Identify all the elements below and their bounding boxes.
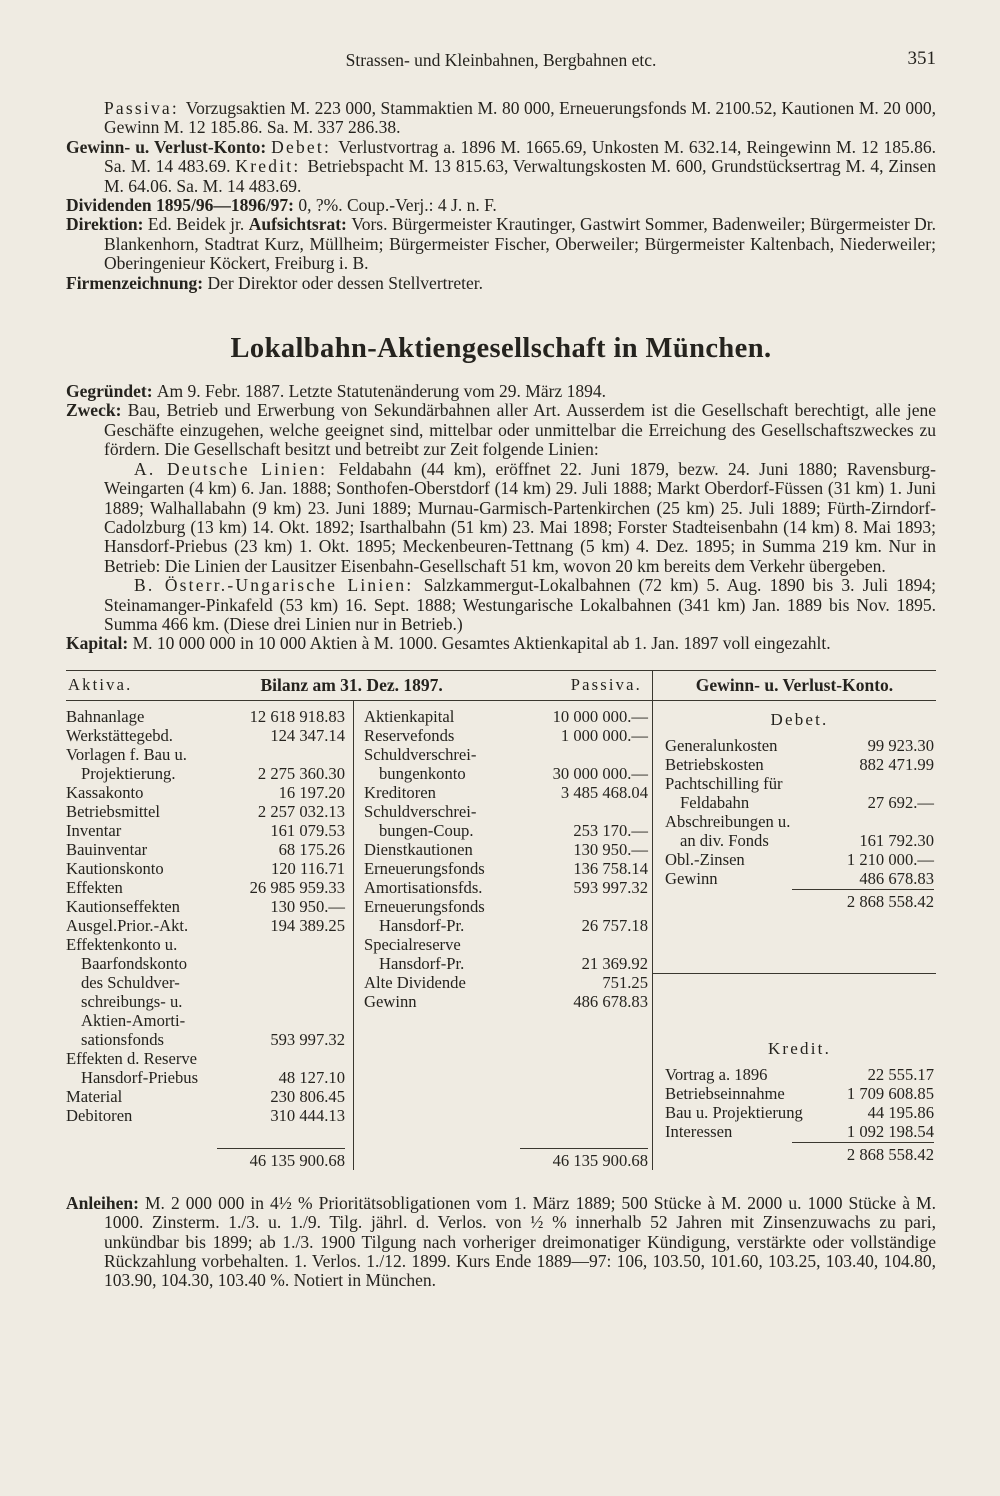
row-label (665, 869, 718, 888)
row-label-line: Projektierung. (81, 763, 176, 783)
row-label-line: schreibungs- u. (81, 991, 183, 1011)
passiva-total-row (364, 1148, 648, 1170)
aktiva-rows (66, 707, 345, 1125)
row-label-line: Erneuerungsfonds (364, 896, 485, 916)
row-label (364, 859, 485, 878)
paragraph (66, 401, 936, 459)
table-row (665, 869, 934, 888)
table-row (364, 859, 648, 878)
paragraph (66, 99, 936, 138)
table-row (364, 802, 648, 840)
row-value: 22 555.17 (867, 1064, 934, 1084)
passiva-total: 46 135 900.68 (520, 1148, 648, 1170)
row-label (364, 802, 476, 840)
debet-rows (665, 736, 934, 888)
row-value: 161 792.30 (859, 830, 934, 850)
row-label-line: Alte Dividende (364, 972, 466, 992)
row-value: 120 116.71 (270, 858, 345, 878)
row-value: 99 923.30 (867, 735, 934, 755)
table-row (66, 726, 345, 745)
text-run: Der Direktor oder dessen Stellvertreter. (207, 272, 483, 293)
row-value: 27 692.— (867, 792, 934, 812)
table-row (66, 821, 345, 840)
table-row (66, 783, 345, 802)
row-label (66, 1049, 198, 1087)
row-label-line: Reservefonds (364, 725, 455, 745)
row-label (665, 1122, 732, 1141)
row-label-line: Dienstkautionen (364, 839, 473, 859)
row-label-line: Pachtschilling für (665, 773, 783, 793)
row-label-line: Gewinn (364, 991, 417, 1011)
text-run: Betriebspacht M. 13 815.63, Verwaltungskosten M. 600, Grundstücksertrag M. 4, Zinsen M. 64.06. Sa. M. 14 483.69. (104, 156, 936, 196)
row-label (364, 783, 436, 802)
row-label-line: Effektenkonto u. (66, 934, 178, 954)
row-label-line: bungen-Coup. (379, 820, 474, 840)
row-label-line: Kreditoren (364, 782, 436, 802)
table-row (665, 736, 934, 755)
row-label-line: Ausgel.Prior.-Akt. (66, 915, 189, 935)
row-value: 12 618 918.83 (249, 706, 345, 726)
row-label (66, 726, 173, 745)
text-run: M. 2 000 000 in 4½ % Prioritätsobligationen vom 1. März 1889; 500 Stücke à M. 2000 u. 1000 Stücke à M. 1000. Zinsterm. 1./3. u. 1./9. Tilg. jährl. d. Verlos. von ½ % innerhalb 52 Jahren mit Zinsenzuwachs zu pari, unkündbar bis 1899; ab 1./3. 1900 Tilgung nach vorheriger dreimonatiger Kündigung, verstärkte oder vollständige Rückzahlung vorbehalten. 1. Verlos. 1./12. 1899. Kurs Ende 1889—97: 106, 103.50, 101.60, 103.25, 103.40, 104.80, 103.90, 104.30, 103.40 %. Notiert in München. (104, 1192, 936, 1291)
table-row (665, 1084, 934, 1103)
row-label (665, 774, 783, 812)
row-value: 1 709 608.85 (846, 1083, 934, 1103)
table-row (665, 812, 934, 850)
table-row (66, 745, 345, 783)
row-value: 2 275 360.30 (257, 763, 345, 783)
row-label-line: Betriebsmittel (66, 801, 161, 821)
table-row (665, 774, 934, 812)
text-run: Salzkammergut-Lokalbahnen (72 km) 5. Aug. 1890 bis 3. Juli 1894; Steinamanger-Pinkafeld (53 km) 16. Sept. 1888; Westungarische Lokalbahnen (341 km) Jan. 1889 bis Nov. 1895. Summa 466 km. (Diese drei Linien nur in Betrieb.) (104, 575, 936, 634)
row-label (364, 973, 466, 992)
table-row (364, 783, 648, 802)
row-label-line: Aktienkapital (364, 706, 455, 726)
row-value: 130 950.— (270, 896, 345, 916)
bold-lead-label: Aufsichtsrat: (248, 214, 352, 235)
row-label-line: Material (66, 1086, 123, 1106)
row-value: 2 257 032.13 (257, 801, 345, 821)
row-label (665, 1065, 767, 1084)
running-header-title: Strassen- und Kleinbahnen, Bergbahnen etc. (345, 50, 657, 70)
row-label-line: des Schuldver- (81, 972, 180, 992)
row-value: 10 000 000.— (552, 706, 648, 726)
row-label-line: Generalunkosten (665, 735, 778, 755)
kredit-total: 2 868 558.42 (792, 1142, 934, 1164)
row-label (66, 916, 188, 935)
kredit-total-row (665, 1142, 934, 1164)
text-run: Vorzugsaktien M. 223 000, Stammaktien M. 80 000, Erneuerungsfonds M. 2100.52, Kautionen M. 20 000, Gewinn M. 12 185.86. Sa. M. 337 286.38. (104, 98, 936, 138)
bottom-paragraphs (66, 1194, 936, 1291)
row-label (66, 1106, 132, 1125)
passiva-rows (364, 707, 648, 1011)
row-label (66, 840, 147, 859)
row-value: 161 079.53 (270, 820, 345, 840)
table-row (364, 745, 648, 783)
paragraph (66, 274, 936, 293)
aktiva-total-row (66, 1148, 345, 1170)
table-row (66, 897, 345, 916)
table-row (665, 1065, 934, 1084)
row-label-line: Bahnanlage (66, 706, 145, 726)
row-label (364, 897, 485, 935)
row-label (364, 726, 454, 745)
text-run: Verlustvortrag a. 1896 M. 1665.69, Unkosten M. 632.14, Reingewinn M. 12 185.86. Sa. M. 14 483.69. (104, 136, 936, 177)
company-paragraphs (66, 382, 936, 654)
spaced-lead-label: Debet: (271, 136, 339, 157)
row-label-line: Hansdorf-Pr. (379, 953, 465, 973)
row-label-line: Hansdorf-Priebus (81, 1067, 199, 1087)
pnl-divider-rule (653, 973, 936, 974)
row-value: 751.25 (602, 972, 648, 992)
row-label-line: sationsfonds (81, 1029, 164, 1049)
row-label (665, 812, 790, 850)
table-row (66, 859, 345, 878)
row-label-line: an div. Fonds (680, 830, 769, 850)
row-value: 21 369.92 (581, 953, 648, 973)
row-value: 486 678.83 (573, 991, 648, 1011)
table-row (364, 726, 648, 745)
row-label-line: Specialreserve (364, 934, 461, 954)
row-label (364, 878, 482, 897)
row-label-line: Interessen (665, 1121, 733, 1141)
row-label-line: Effekten d. Reserve (66, 1048, 198, 1068)
row-label-line: Obl.-Zinsen (665, 849, 745, 869)
row-label-line: Hansdorf-Pr. (379, 915, 465, 935)
row-value: 253 170.— (573, 820, 648, 840)
row-label (364, 992, 417, 1011)
row-label (66, 897, 180, 916)
row-label (66, 745, 187, 783)
table-row (66, 1049, 345, 1087)
spaced-lead-label: Kredit: (235, 156, 308, 177)
debet-total: 2 868 558.42 (792, 889, 934, 911)
row-value: 230 806.45 (270, 1086, 345, 1106)
row-label (364, 840, 473, 859)
bold-lead-label: Zweck: (66, 400, 128, 421)
passiva-column (354, 701, 652, 1170)
table-row (66, 1106, 345, 1125)
row-label-line: Kautionseffekten (66, 896, 180, 916)
text-run: 0, ?%. Coup.-Verj.: 4 J. n. F. (298, 195, 497, 216)
row-label (66, 1087, 122, 1106)
row-value: 593 997.32 (270, 1029, 345, 1049)
row-label (66, 802, 160, 821)
table-row (364, 992, 648, 1011)
running-header (66, 50, 936, 71)
row-label-line: Kassakonto (66, 782, 144, 802)
spaced-lead-label: B. Österr.-Ungarische Linien: (134, 575, 424, 596)
row-value: 68 175.26 (278, 839, 345, 859)
text-run: Ed. Beidek jr. (147, 214, 249, 235)
row-label-line: Amortisationsfds. (364, 877, 483, 897)
row-label (665, 1103, 803, 1122)
row-value: 26 985 959.33 (249, 877, 345, 897)
row-label-line: Abschreibungen u. (665, 811, 791, 831)
table-row (364, 973, 648, 992)
row-label (66, 707, 144, 726)
row-value: 130 950.— (573, 839, 648, 859)
row-label-line: Effekten (66, 877, 123, 897)
balance-table (66, 670, 936, 1170)
bold-lead-label: Gewinn- u. Verlust-Konto: (66, 136, 272, 157)
row-label (364, 935, 464, 973)
row-label (364, 707, 454, 726)
company-title: Lokalbahn-Aktiengesellschaft in München. (230, 333, 772, 365)
row-label-line: Debitoren (66, 1105, 133, 1125)
paragraph (66, 196, 936, 215)
table-row (364, 840, 648, 859)
bold-lead-label: Direktion: (66, 214, 148, 235)
row-value: 486 678.83 (859, 868, 934, 888)
aktiva-heading: Aktiva. (68, 675, 133, 695)
row-value: 48 127.10 (278, 1067, 345, 1087)
row-label (66, 821, 121, 840)
balance-columns (66, 701, 652, 1170)
aktiva-total: 46 135 900.68 (217, 1148, 345, 1170)
table-row (66, 802, 345, 821)
row-label (665, 755, 764, 774)
table-row (66, 707, 345, 726)
row-label-line: Erneuerungsfonds (364, 858, 485, 878)
row-value: 593 997.32 (573, 877, 648, 897)
text-run: M. 10 000 000 in 10 000 Aktien à M. 1000. Gesamtes Aktienkapital ab 1. Jan. 1897 voll eingezahlt. (132, 633, 831, 654)
balance-left-section (66, 670, 652, 1170)
row-label-line: Gewinn (665, 868, 718, 888)
row-label-line: Bau u. Projektierung (665, 1102, 803, 1122)
kredit-heading: Kredit. (767, 1038, 832, 1058)
row-label-line: Betriebskosten (665, 754, 764, 774)
row-label-line: Aktien-Amorti- (81, 1010, 186, 1030)
paragraph (66, 576, 936, 634)
row-label (66, 935, 187, 1049)
text-run: Feldabahn (44 km), eröffnet 22. Juni 1879, bezw. 24. Juni 1880; Ravensburg-Weingarten (4 km) 6. Jan. 1888; Sonthofen-Oberstdorf (14 km) 29. Juli 1888; Markt Oberdorf-Füssen (31 km) 1. Juni 1889; Walhallabahn (9 km) 23. Juni 1889; Murnau-Garmisch-Partenkirchen (25 km) 25. Juli 1889; Fürth-Zirndorf-Cadolzburg (13 km) 14. Okt. 1892; Isarthalbahn (51 km) 23. Mai 1898; Forster Stadteisenbahn (14 km) 8. Mai 1893; Hansdorf-Priebus (23 km) 1. Okt. 1895; Meckenbeuren-Tettnang (5 km) 4. Dez. 1895; in Summa 219 km. Nur in Betrieb: Die Linien der Lausitzer Eisenbahn-Gesellschaft 51 km, wovon 20 km bereits dem Verkehr übergeben. (104, 458, 937, 576)
balance-header-row (66, 670, 652, 701)
bold-lead-label: Firmenzeichnung: (66, 272, 208, 293)
paragraph (66, 634, 936, 653)
row-value: 16 197.20 (278, 782, 345, 802)
table-row (665, 755, 934, 774)
table-row (665, 1122, 934, 1141)
row-value: 136 758.14 (573, 858, 648, 878)
row-value: 1 000 000.— (560, 725, 648, 745)
table-row (66, 840, 345, 859)
row-label-line: Betriebseinnahme (665, 1083, 785, 1103)
paragraph (66, 460, 936, 576)
row-label-line: Schuldverschrei- (364, 744, 477, 764)
paragraph (66, 382, 936, 401)
bold-lead-label: Anleihen: (66, 1192, 145, 1213)
row-label-line: Feldabahn (680, 792, 750, 812)
row-label (665, 850, 745, 869)
row-value: 124 347.14 (270, 725, 345, 745)
row-label-line: bungenkonto (379, 763, 466, 783)
paragraph (66, 215, 936, 273)
bold-lead-label: Dividenden 1895/96—1896/97: (66, 195, 299, 216)
row-label-line: Vorlagen f. Bau u. (66, 744, 187, 764)
passiva-heading: Passiva. (570, 675, 642, 695)
row-label (364, 745, 476, 783)
row-label (66, 783, 143, 802)
row-label-line: Bauinventar (66, 839, 148, 859)
table-row (364, 935, 648, 973)
row-label (66, 859, 164, 878)
row-value: 44 195.86 (867, 1102, 934, 1122)
row-label-line: Schuldverschrei- (364, 801, 477, 821)
row-label-line: Vortrag a. 1896 (665, 1064, 768, 1084)
balance-title: Bilanz am 31. Dez. 1897. (260, 674, 443, 695)
table-row (66, 1087, 345, 1106)
kredit-rows (665, 1065, 934, 1141)
text-run: Bau, Betrieb und Erwerbung von Sekundärbahnen aller Art. Ausserdem ist die Gesellschaft berechtigt, alle jene Geschäfte einzugehen, welche geeignet sind, mittelbar oder unmittelbar die Erreichung des Gesellschaftszweckes zu fördern. Die Gesellschaft besitzt und betreibt zur Zeit folgende Linien: (104, 400, 936, 460)
paragraph (66, 138, 936, 196)
table-row (66, 916, 345, 935)
row-value: 194 389.25 (270, 915, 345, 935)
row-value: 310 444.13 (270, 1105, 345, 1125)
pnl-body (653, 701, 936, 1170)
table-row (66, 878, 345, 897)
row-value: 1 092 198.54 (846, 1121, 934, 1141)
text-run: Am 9. Febr. 1887. Letzte Statutenänderung vom 29. März 1894. (156, 381, 606, 402)
table-row (364, 878, 648, 897)
page-number: 351 (907, 48, 936, 69)
row-value: 3 485 468.04 (560, 782, 648, 802)
aktiva-column (66, 701, 354, 1170)
row-label-line: Inventar (66, 820, 122, 840)
bold-lead-label: Gegründet: (66, 381, 157, 402)
debet-heading: Debet. (770, 709, 829, 729)
table-row (364, 897, 648, 935)
row-value: 1 210 000.— (846, 849, 934, 869)
table-row (665, 1103, 934, 1122)
row-value: 26 757.18 (581, 915, 648, 935)
row-label-line: Werkstättegebd. (66, 725, 173, 745)
pnl-section (652, 670, 936, 1170)
row-label-line: Baarfondskonto (81, 953, 187, 973)
debet-total-row (665, 889, 934, 911)
pnl-header: Gewinn- u. Verlust-Konto. (653, 670, 936, 701)
row-label-line: Kautionskonto (66, 858, 164, 878)
text-run: Vors. Bürgermeister Krautinger, Gastwirt Sommer, Badenweiler; Bürgermeister Dr. Blankenhorn, Stadtrat Kurz, Müllheim; Bürgermeister Fischer, Oberweiler; Bürgermeister Kaltenbach, Niederweiler; Oberingenieur Köckert, Freiburg i. B. (104, 214, 937, 274)
row-label (665, 736, 777, 755)
table-row (66, 935, 345, 1049)
row-label (665, 1084, 785, 1103)
spaced-lead-label: Passiva: (104, 98, 186, 118)
top-paragraphs (66, 99, 936, 293)
table-row (665, 850, 934, 869)
table-row (364, 707, 648, 726)
row-label (66, 878, 123, 897)
row-value: 30 000 000.— (552, 763, 648, 783)
bold-lead-label: Kapital: (66, 633, 133, 654)
spaced-lead-label: A. Deutsche Linien: (134, 458, 339, 479)
row-value: 882 471.99 (859, 754, 934, 774)
paragraph (66, 1194, 936, 1291)
